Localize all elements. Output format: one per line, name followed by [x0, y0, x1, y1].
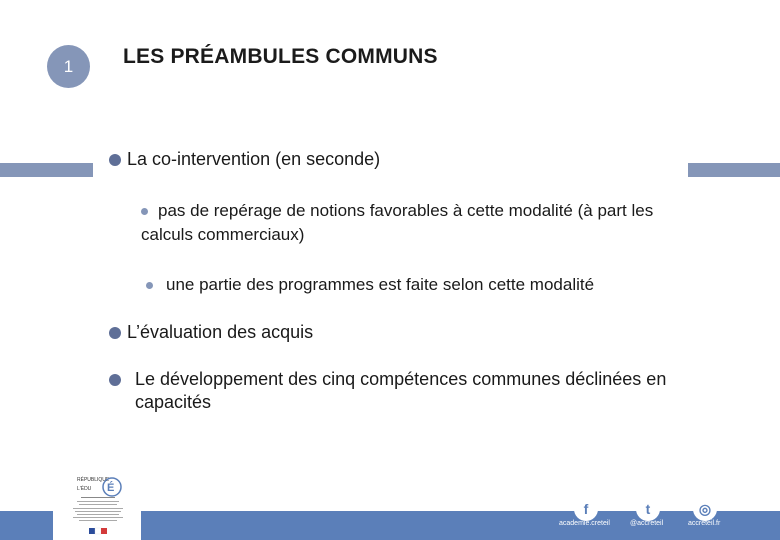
website-icon[interactable]: ◎ [693, 497, 717, 521]
sub-bullet-text-continuation: calculs commerciaux) [141, 225, 305, 244]
republique-francaise-logo [67, 470, 129, 540]
svg-text:RÉPUBLIQUE: RÉPUBLIQUE [77, 477, 110, 483]
bullet-dot-icon [109, 374, 121, 386]
sub-bullet-text: une partie des programmes est faite selon cette modalité [166, 275, 595, 294]
bullet-text: L’évaluation des acquis [127, 322, 314, 342]
twitter-icon[interactable]: t [636, 497, 660, 521]
slide-title: LES PRÉAMBULES COMMUNS [123, 45, 438, 68]
twitter-label[interactable]: @accreteil [630, 520, 664, 527]
sub-bullet-reperage [141, 199, 741, 223]
bullet-evaluation [109, 321, 669, 344]
bullet-text-continuation: capacités [135, 392, 212, 412]
sub-bullet-text: pas de repérage de notions favorables à cette modalité (à part les [158, 201, 654, 220]
bullet-co-intervention [109, 148, 669, 171]
bullet-text: Le développement des cinq compétences communes déclinées en [135, 369, 667, 389]
facebook-icon[interactable]: f [574, 497, 598, 521]
facebook-label[interactable]: academie.creteil [559, 520, 610, 527]
sub-bullet-dot-icon [146, 282, 153, 289]
sub-bullet-dot-icon [141, 208, 148, 215]
svg-text:É: É [107, 482, 115, 494]
bullet-text: La co-intervention (en seconde) [127, 149, 381, 169]
bullet-competences [109, 368, 729, 391]
bullet-dot-icon [109, 154, 121, 166]
svg-text:L'ÉDU: L'ÉDU [77, 486, 92, 492]
bullet-dot-icon [109, 327, 121, 339]
slide-number-badge: 1 [47, 45, 90, 88]
website-label[interactable]: accreteil.fr [688, 520, 721, 527]
sub-bullet-programmes [146, 273, 746, 297]
